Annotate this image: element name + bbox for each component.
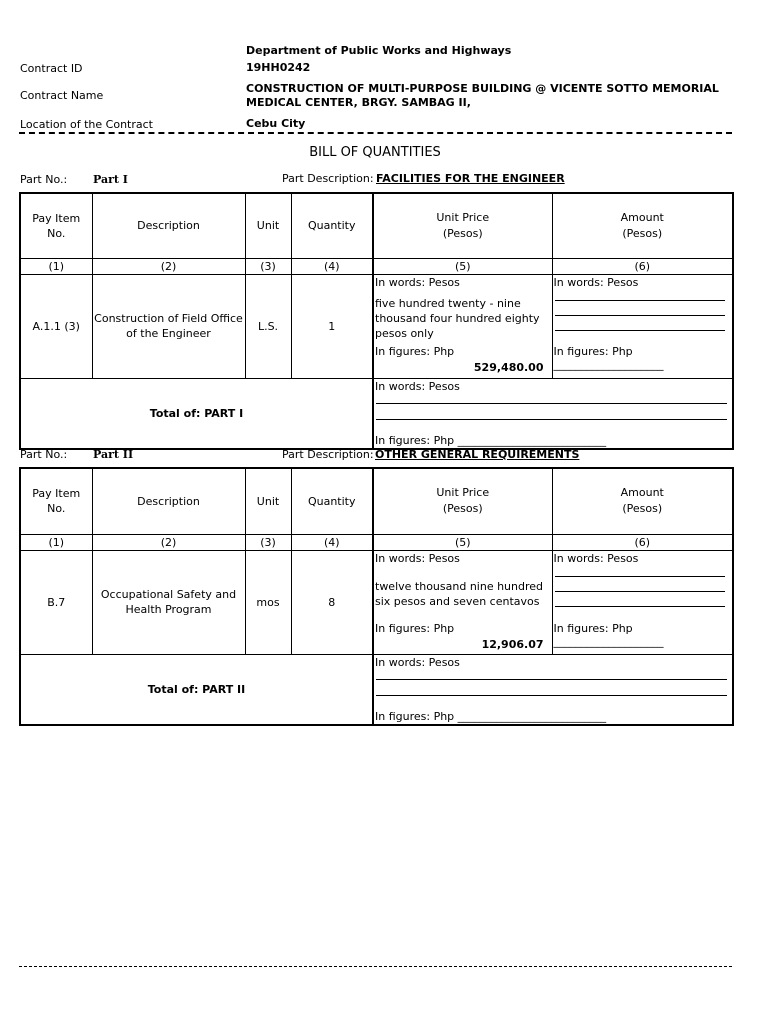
footer-divider <box>19 966 732 967</box>
table-header-row <box>20 468 733 534</box>
page-title: BILL OF QUANTITIES <box>309 145 441 160</box>
blank-line <box>555 591 725 592</box>
col-quantity: Quantity <box>291 193 373 258</box>
col-number: (1) <box>20 258 92 274</box>
total-row <box>20 378 733 449</box>
unit-price-words: twelve thousand nine hundred six pesos and seven centavos <box>375 579 544 608</box>
col-number: (6) <box>552 534 733 550</box>
in-figures-label: In figures: Php <box>375 621 455 635</box>
col-unit: Unit <box>245 468 291 534</box>
in-words-label: In words: Pesos <box>375 275 460 289</box>
col-number: (1) <box>20 534 92 550</box>
in-words-label: In words: Pesos <box>375 655 460 669</box>
description-cell: Construction of Field Office of the Engineer <box>92 274 245 378</box>
quantity-cell: 8 <box>291 550 373 654</box>
total-row <box>20 654 733 725</box>
part2-table <box>19 467 734 726</box>
part1-table <box>19 192 734 450</box>
in-words-label: In words: Pesos <box>553 275 639 289</box>
unit-price-cell <box>373 274 552 378</box>
table-row <box>20 274 733 378</box>
contract-name-label: Contract Name <box>20 89 104 102</box>
pay-item-cell: B.7 <box>20 550 92 654</box>
col-unit-price: Unit Price (Pesos) <box>373 468 552 534</box>
col-number: (2) <box>92 534 245 550</box>
total-figures-label: In figures: Php ___________________________ <box>375 709 607 723</box>
unit-cell: L.S. <box>245 274 291 378</box>
part2-no-value: Part II <box>93 448 134 461</box>
blank-line <box>555 606 725 607</box>
col-amount: Amount (Pesos) <box>552 193 733 258</box>
col-description: Description <box>92 193 245 258</box>
blank-line <box>555 300 725 301</box>
part2-desc-label: Part Description: <box>282 448 374 461</box>
unit-cell: mos <box>245 550 291 654</box>
header-divider <box>19 132 732 134</box>
part2-no-label: Part No.: <box>20 448 68 461</box>
col-amount: Amount (Pesos) <box>552 468 733 534</box>
col-unit-price: Unit Price (Pesos) <box>373 193 552 258</box>
col-quantity: Quantity <box>291 468 373 534</box>
unit-price-words: five hundred twenty - nine thousand four hundred eighty pesos only <box>375 296 540 340</box>
part1-no-label: Part No.: <box>20 173 68 186</box>
table-header-row <box>20 193 733 258</box>
table-row <box>20 550 733 654</box>
total-amount-cell <box>373 654 733 725</box>
blank-line <box>376 419 727 420</box>
col-number: (4) <box>291 258 373 274</box>
unit-price-figures: 529,480.00 <box>473 360 544 374</box>
blank-line <box>376 403 727 404</box>
part1-no-value: Part I <box>93 173 128 186</box>
col-number: (3) <box>245 534 291 550</box>
col-number: (3) <box>245 258 291 274</box>
total-figures-label: In figures: Php ___________________________ <box>375 433 607 447</box>
total-label: Total of: PART I <box>149 406 244 420</box>
amount-cell <box>552 274 733 378</box>
col-number: (5) <box>373 534 552 550</box>
location-value: Cebu City <box>246 117 306 130</box>
agency-name: Department of Public Works and Highways <box>246 44 512 57</box>
location-label: Location of the Contract <box>20 118 153 131</box>
amount-cell <box>552 550 733 654</box>
total-label-cell <box>20 654 373 725</box>
total-label-cell <box>20 378 373 449</box>
total-amount-cell <box>373 378 733 449</box>
in-words-label: In words: Pesos <box>553 551 639 565</box>
in-figures-label: In figures: Php <box>375 344 455 358</box>
unit-price-figures: 12,906.07 <box>481 637 544 651</box>
blank-line <box>555 576 725 577</box>
contract-name-line1: CONSTRUCTION OF MULTI-PURPOSE BUILDING @ VICENTE SOTTO MEMORIAL <box>246 82 719 95</box>
total-label: Total of: PART II <box>147 682 246 696</box>
col-unit: Unit <box>245 193 291 258</box>
col-number: (6) <box>552 258 733 274</box>
contract-id-label: Contract ID <box>20 62 83 75</box>
col-pay-item: Pay Item No. <box>20 468 92 534</box>
blank-line <box>376 695 727 696</box>
col-description: Description <box>92 468 245 534</box>
blank-line <box>376 679 727 680</box>
contract-name-line2: MEDICAL CENTER, BRGY. SAMBAG II, <box>246 96 471 109</box>
quantity-cell: 1 <box>291 274 373 378</box>
col-number: (2) <box>92 258 245 274</box>
contract-id-value: 19HH0242 <box>246 61 311 74</box>
description-cell: Occupational Safety and Health Program <box>92 550 245 654</box>
blank-line <box>555 330 725 331</box>
pay-item-cell: A.1.1 (3) <box>20 274 92 378</box>
part2-desc-value: OTHER GENERAL REQUIREMENTS <box>375 448 580 461</box>
in-words-label: In words: Pesos <box>375 379 460 393</box>
amount-figures-label: In figures: Php ____________________ <box>553 344 664 371</box>
part1-desc-value: FACILITIES FOR THE ENGINEER <box>376 172 565 185</box>
column-number-row <box>20 258 733 274</box>
in-words-label: In words: Pesos <box>375 551 460 565</box>
col-number: (4) <box>291 534 373 550</box>
blank-line <box>555 315 725 316</box>
amount-figures-label: In figures: Php ____________________ <box>553 621 664 648</box>
unit-price-cell <box>373 550 552 654</box>
col-number: (5) <box>373 258 552 274</box>
part1-desc-label: Part Description: <box>282 172 374 185</box>
column-number-row <box>20 534 733 550</box>
col-pay-item: Pay Item No. <box>20 193 92 258</box>
